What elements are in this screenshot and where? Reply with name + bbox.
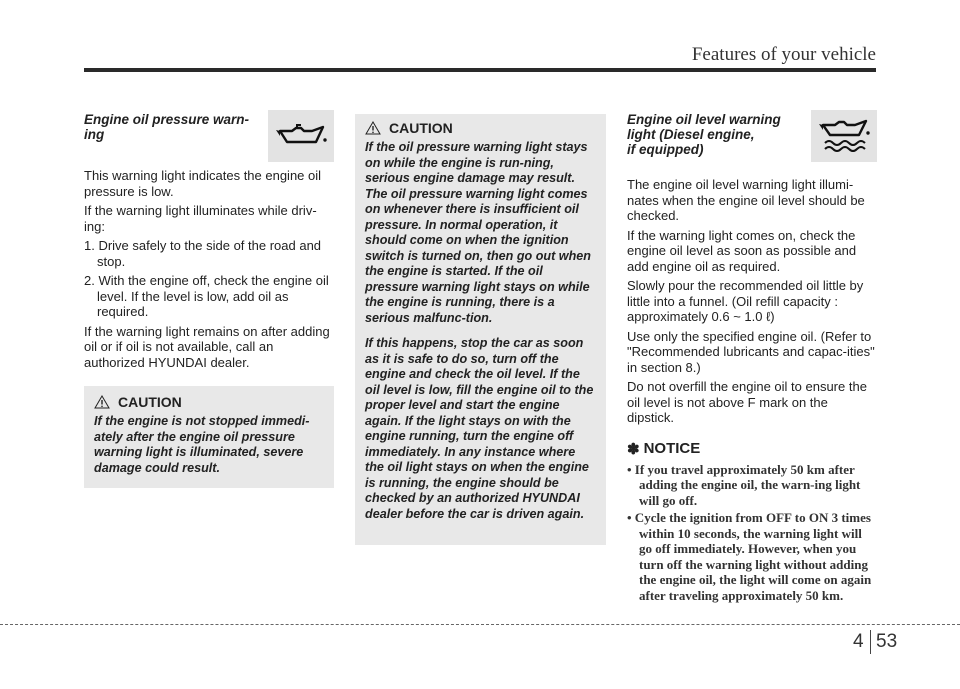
notice-symbol: ✽ [627, 440, 640, 458]
page-number: 53 [876, 631, 898, 652]
header-rule [84, 68, 876, 72]
column-oil-pressure [84, 112, 334, 488]
notice-item: • Cycle the ignition from OFF to ON 3 times within 10 seconds, the warning light will go off immediately. However, when you turn off the warning light without adding the engine oil, the light will come on again after traveling approximately 50 km. [627, 510, 872, 603]
oil-pressure-body [84, 168, 334, 234]
chapter-number: 4 [853, 631, 864, 652]
column-oil-level [627, 112, 878, 605]
paragraph: The engine oil level warning light illumi-nates when the engine oil level should be checked. [627, 177, 865, 223]
title-line: Engine oil level warning [627, 112, 781, 127]
paragraph: This warning light indicates the engine oil pressure is low. [84, 168, 322, 199]
warning-triangle-icon [94, 395, 110, 409]
caution-box-oil-warning [355, 114, 606, 545]
page-separator [870, 630, 871, 654]
paragraph: If the warning light comes on, check the engine oil level as soon as possible and add engine oil as required. [627, 227, 857, 274]
caution-text: If the engine is not stopped immedi-ately after the engine oil pressure warning light is illuminated, severe damage could result. [94, 414, 310, 475]
step-item: 2. With the engine off, check the engine oil level. If the level is low, add oil as required. [84, 273, 329, 319]
step-item: 1. Drive safely to the side of the road and stop. [84, 238, 322, 269]
title-line: light (Diesel engine, [627, 127, 755, 142]
paragraph: Use only the specified engine oil. (Refer to "Recommended lubricants and capac-ities" in section 8.) [627, 328, 875, 375]
notice-item: • If you travel approximately 50 km after adding the engine oil, the warn-ing light will go off. [627, 461, 861, 508]
caution-box-oil-pressure [84, 386, 334, 488]
notice-label: NOTICE [643, 440, 701, 457]
caution-header [365, 120, 596, 136]
oil-can-icon [268, 110, 334, 162]
column-caution [355, 114, 606, 545]
warning-triangle-icon [365, 121, 381, 135]
section-title-oil-pressure: Engine oil pressure warn-ing [84, 112, 250, 142]
paragraph: If the warning light illuminates while driv-ing: [84, 203, 317, 234]
steps-list [84, 238, 334, 320]
oil-level-body [627, 177, 878, 426]
closing-paragraph [84, 324, 334, 371]
caution-text [365, 140, 596, 522]
caution-paragraph: If the oil pressure warning light stays on while the engine is run-ning, serious engine damage may result. The oil pressure warning light comes on whenever there is insufficient oil pressure. In normal operation, it should come on when the ignition switch is turned on, then go out when the engine is started. If the oil pressure warning light stays on while the engine is running, there is a serious malfunc-tion. [365, 140, 591, 325]
notice-header [627, 440, 878, 458]
caution-label: CAUTION [389, 120, 453, 136]
paragraph: Slowly pour the recommended oil little by little into a funnel. (Oil refill capacity : approximately 0.6 ~ 1.0 ℓ) [627, 278, 864, 324]
paragraph: If the warning light remains on after adding oil or if oil is not available, call an authorized HYUNDAI dealer. [84, 323, 330, 370]
paragraph: Do not overfill the engine oil to ensure the oil level is not above F mark on the dipstick. [627, 379, 867, 425]
caution-header [94, 394, 324, 410]
caution-label: CAUTION [118, 394, 182, 410]
header-title: Features of your vehicle [691, 44, 876, 65]
title-line: if equipped) [627, 142, 704, 157]
caution-paragraph: If this happens, stop the car as soon as it is safe to do so, turn off the engine and check the oil level. If the oil level is low, fill the engine oil to the proper level and start the engine again. If the light stays on with the engine running, turn the engine off immediately. In any instance where the oil light stays on when the engine is running, the engine should be checked by an authorized HYUNDAI dealer before the car is driven again. [365, 336, 594, 521]
oil-level-icon [811, 110, 877, 162]
notice-list [627, 462, 878, 604]
footer-rule [0, 624, 960, 625]
